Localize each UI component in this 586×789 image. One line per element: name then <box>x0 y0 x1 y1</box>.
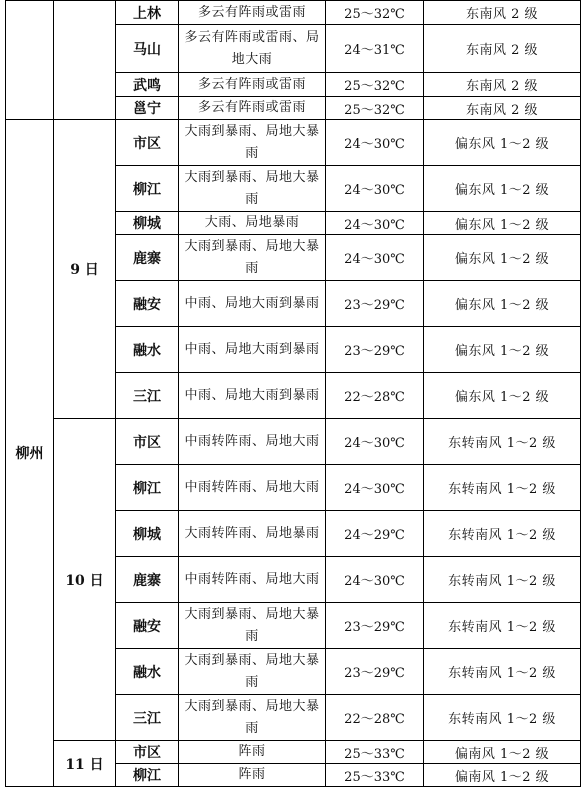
weather-cell: 大雨到暴雨、局地大暴雨 <box>179 166 326 212</box>
wind-cell: 偏东风 1～2 级 <box>424 120 581 166</box>
wind-cell: 东转南风 1～2 级 <box>424 557 581 603</box>
weather-cell: 大雨到暴雨、局地大暴雨 <box>179 695 326 741</box>
table-row <box>6 120 581 166</box>
table-row <box>6 419 581 465</box>
wind-cell: 东转南风 1～2 级 <box>424 465 581 511</box>
temp-cell: 25～32℃ <box>326 97 424 120</box>
area-cell: 三江 <box>116 373 179 419</box>
weather-cell: 阵雨 <box>179 741 326 764</box>
area-cell: 上林 <box>116 1 179 25</box>
wind-cell: 偏南风 1～2 级 <box>424 741 581 764</box>
area-cell: 融安 <box>116 281 179 327</box>
temp-cell: 24～30℃ <box>326 419 424 465</box>
city-cell-liuzhou: 柳州 <box>6 120 54 787</box>
wind-cell: 偏东风 1～2 级 <box>424 281 581 327</box>
weather-cell: 中雨转阵雨、局地大雨 <box>179 419 326 465</box>
wind-cell: 东转南风 1～2 级 <box>424 649 581 695</box>
wind-cell: 东转南风 1～2 级 <box>424 511 581 557</box>
day-cell-top <box>54 1 116 120</box>
weather-cell: 多云有阵雨或雷雨 <box>179 1 326 25</box>
weather-cell: 多云有阵雨或雷雨 <box>179 97 326 120</box>
temp-cell: 23～29℃ <box>326 327 424 373</box>
area-cell: 柳江 <box>116 166 179 212</box>
wind-cell: 东南风 2 级 <box>424 97 581 120</box>
area-cell: 市区 <box>116 419 179 465</box>
wind-cell: 偏东风 1～2 级 <box>424 373 581 419</box>
weather-cell: 大雨到暴雨、局地大暴雨 <box>179 603 326 649</box>
area-cell: 柳江 <box>116 764 179 787</box>
wind-cell: 偏东风 1～2 级 <box>424 327 581 373</box>
weather-cell: 中雨转阵雨、局地大雨 <box>179 557 326 603</box>
weather-cell: 大雨、局地暴雨 <box>179 212 326 235</box>
temp-cell: 24～30℃ <box>326 120 424 166</box>
wind-cell: 偏东风 1～2 级 <box>424 235 581 281</box>
weather-cell: 大雨到暴雨、局地大暴雨 <box>179 649 326 695</box>
day-cell-9: 9 日 <box>54 120 116 419</box>
temp-cell: 24～29℃ <box>326 511 424 557</box>
weather-cell: 中雨、局地大雨到暴雨 <box>179 373 326 419</box>
weather-cell: 大雨转阵雨、局地暴雨 <box>179 511 326 557</box>
area-cell: 融水 <box>116 649 179 695</box>
forecast-table <box>5 0 581 787</box>
temp-cell: 24～30℃ <box>326 235 424 281</box>
area-cell: 鹿寨 <box>116 557 179 603</box>
temp-cell: 22～28℃ <box>326 695 424 741</box>
wind-cell: 偏东风 1～2 级 <box>424 212 581 235</box>
area-cell: 武鸣 <box>116 73 179 97</box>
weather-cell: 大雨到暴雨、局地大暴雨 <box>179 120 326 166</box>
day-cell-11: 11 日 <box>54 741 116 787</box>
temp-cell: 22～28℃ <box>326 373 424 419</box>
area-cell: 市区 <box>116 741 179 764</box>
weather-cell: 多云有阵雨或雷雨、局地大雨 <box>179 25 326 73</box>
wind-cell: 东南风 2 级 <box>424 73 581 97</box>
temp-cell: 25～32℃ <box>326 73 424 97</box>
wind-cell: 偏东风 1～2 级 <box>424 166 581 212</box>
area-cell: 融安 <box>116 603 179 649</box>
area-cell: 马山 <box>116 25 179 73</box>
wind-cell: 东转南风 1～2 级 <box>424 695 581 741</box>
wind-cell: 东南风 2 级 <box>424 1 581 25</box>
temp-cell: 25～33℃ <box>326 764 424 787</box>
weather-cell: 多云有阵雨或雷雨 <box>179 73 326 97</box>
temp-cell: 23～29℃ <box>326 603 424 649</box>
area-cell: 邕宁 <box>116 97 179 120</box>
temp-cell: 24～30℃ <box>326 166 424 212</box>
day-cell-10: 10 日 <box>54 419 116 741</box>
area-cell: 三江 <box>116 695 179 741</box>
weather-cell: 中雨转阵雨、局地大雨 <box>179 465 326 511</box>
area-cell: 柳城 <box>116 212 179 235</box>
wind-cell: 东转南风 1～2 级 <box>424 419 581 465</box>
area-cell: 市区 <box>116 120 179 166</box>
weather-cell: 中雨、局地大雨到暴雨 <box>179 281 326 327</box>
table-row <box>6 1 581 25</box>
temp-cell: 23～29℃ <box>326 649 424 695</box>
temp-cell: 24～30℃ <box>326 465 424 511</box>
table-row <box>6 741 581 764</box>
temp-cell: 24～31℃ <box>326 25 424 73</box>
temp-cell: 24～30℃ <box>326 212 424 235</box>
temp-cell: 25～32℃ <box>326 1 424 25</box>
wind-cell: 偏南风 1～2 级 <box>424 764 581 787</box>
wind-cell: 东转南风 1～2 级 <box>424 603 581 649</box>
area-cell: 柳城 <box>116 511 179 557</box>
temp-cell: 24～30℃ <box>326 557 424 603</box>
area-cell: 鹿寨 <box>116 235 179 281</box>
temp-cell: 23～29℃ <box>326 281 424 327</box>
city-cell-top <box>6 1 54 120</box>
weather-cell: 大雨到暴雨、局地大暴雨 <box>179 235 326 281</box>
weather-cell: 中雨、局地大雨到暴雨 <box>179 327 326 373</box>
weather-cell: 阵雨 <box>179 764 326 787</box>
temp-cell: 25～33℃ <box>326 741 424 764</box>
area-cell: 融水 <box>116 327 179 373</box>
wind-cell: 东南风 2 级 <box>424 25 581 73</box>
area-cell: 柳江 <box>116 465 179 511</box>
